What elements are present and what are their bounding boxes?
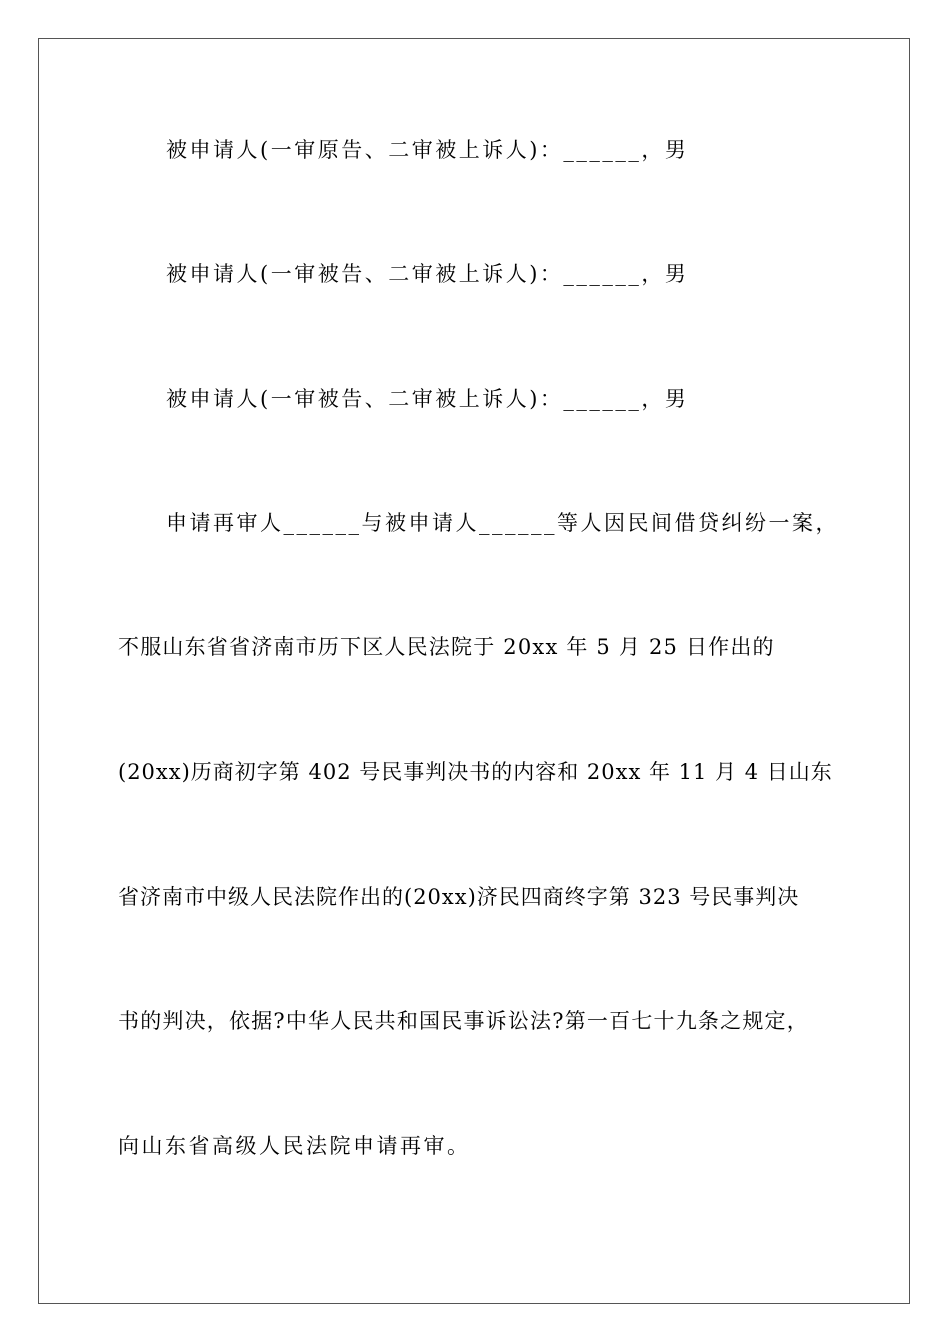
body-paragraph-line-3: (20xx)历商初字第 402 号民事判决书的内容和 20xx 年 11 月 4 日山东 bbox=[118, 760, 833, 784]
body-paragraph-line-1: 申请再审人______与被申请人______等人因民间借贷纠纷一案， bbox=[166, 511, 839, 535]
page-border bbox=[38, 38, 910, 1304]
respondent-line-2: 被申请人(一审被告、二审被上诉人)：______，男 bbox=[166, 262, 689, 286]
body-paragraph-line-6: 向山东省高级人民法院申请再审。 bbox=[118, 1134, 471, 1158]
body-paragraph-line-4: 省济南市中级人民法院作出的(20xx)济民四商终字第 323 号民事判决 bbox=[118, 885, 800, 909]
respondent-line-1: 被申请人(一审原告、二审被上诉人)：______，男 bbox=[166, 138, 689, 162]
body-paragraph-line-5: 书的判决，依据?中华人民共和国民事诉讼法?第一百七十九条之规定， bbox=[118, 1009, 809, 1033]
respondent-line-3: 被申请人(一审被告、二审被上诉人)：______，男 bbox=[166, 387, 689, 411]
body-paragraph-line-2: 不服山东省省济南市历下区人民法院于 20xx 年 5 月 25 日作出的 bbox=[118, 635, 775, 659]
